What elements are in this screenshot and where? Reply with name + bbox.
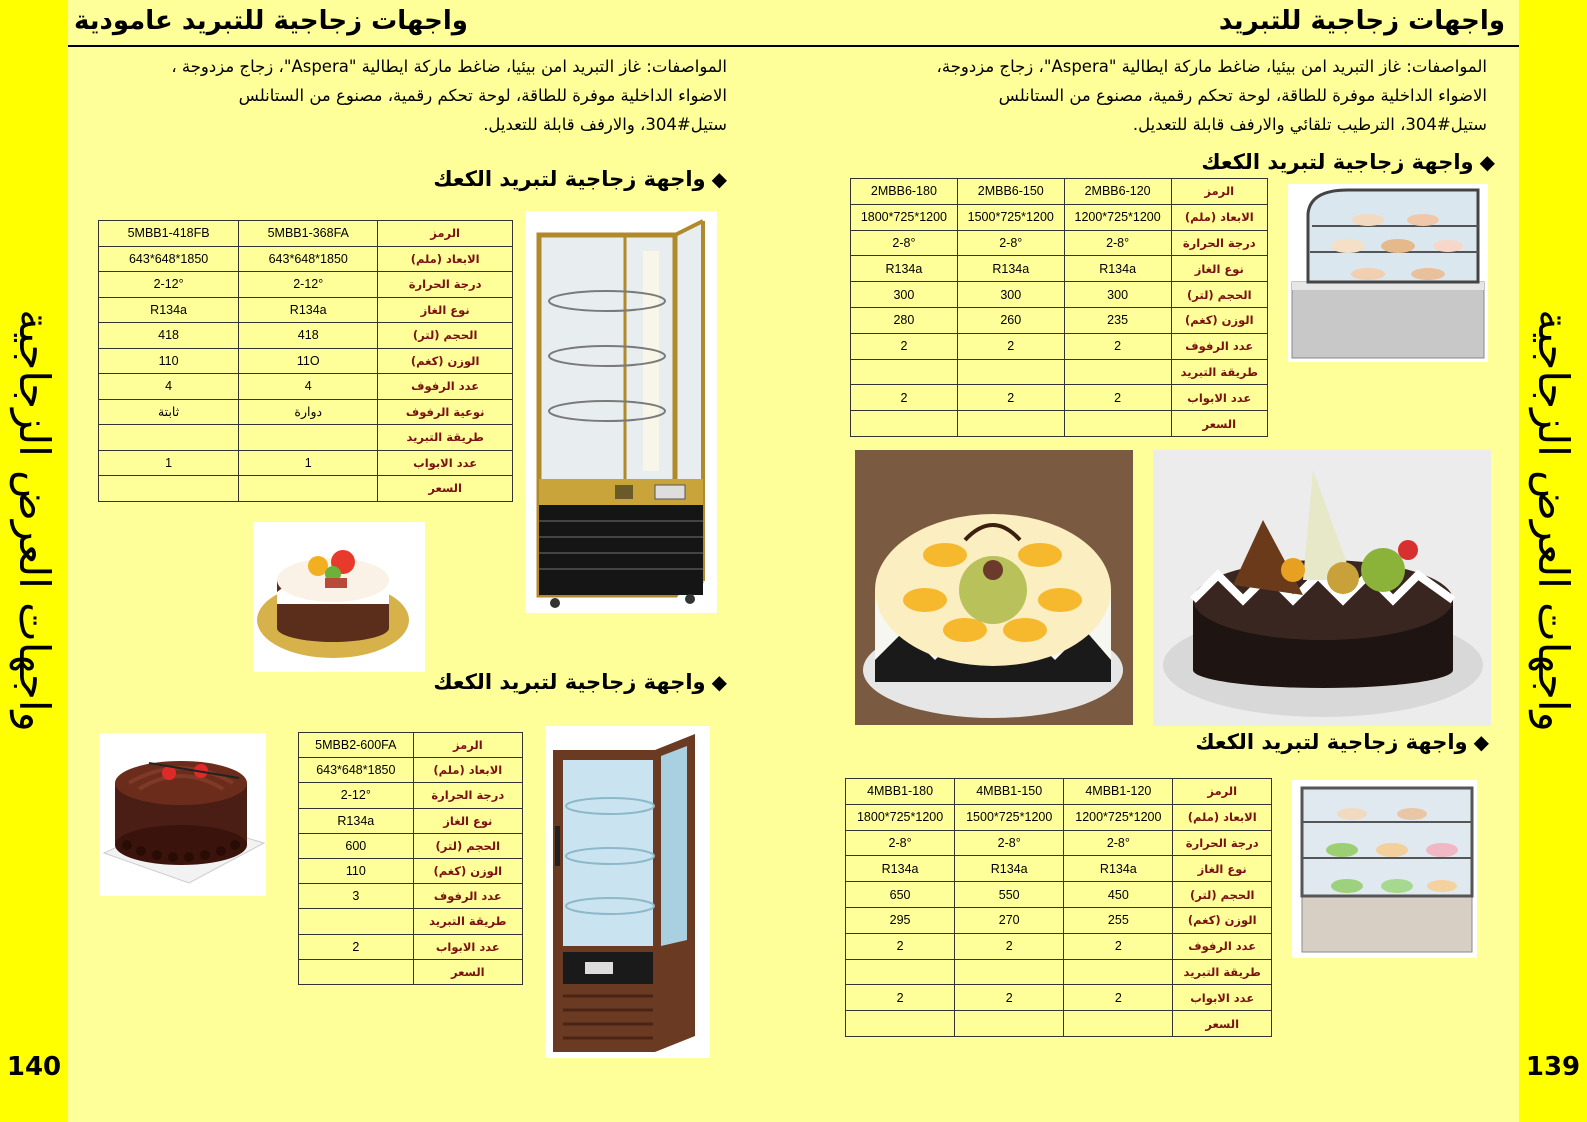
table-cell: R134a	[955, 856, 1064, 882]
table-cell	[299, 909, 414, 934]
row-label: الحجم (لتر)	[1171, 282, 1267, 308]
section-title-right-bottom: ◆واجهة زجاجية لتبريد الكعك	[1195, 730, 1489, 754]
row-label: عدد الرفوف	[1173, 933, 1272, 959]
table-cell: 418	[99, 323, 239, 349]
table-cell: 255	[1064, 907, 1173, 933]
table-cell: R134a	[1064, 256, 1171, 282]
row-label: السعر	[1171, 411, 1267, 437]
table-cell: 2MBB6-120	[1064, 179, 1171, 205]
specs-line: ستيل#304، والارفف قابلة للتعديل.	[483, 115, 727, 134]
table-row	[851, 230, 1268, 256]
table-row	[846, 907, 1272, 933]
table-cell	[1064, 959, 1173, 985]
table-row	[851, 256, 1268, 282]
table-row	[299, 808, 523, 833]
table-cell: 450	[1064, 882, 1173, 908]
table-cell: 2	[1064, 333, 1171, 359]
row-label: السعر	[413, 959, 522, 984]
straight-cake-display-image	[1292, 780, 1477, 958]
table-cell: 2-8°	[955, 830, 1064, 856]
chocolate-fruit-cake-image	[1153, 450, 1491, 726]
row-label: السعر	[1173, 1011, 1272, 1037]
vertical-wood-display-image	[545, 726, 710, 1058]
right-side-title: واجهات العرض الزجاجية	[1528, 308, 1578, 732]
row-label: الحجم (لتر)	[1173, 882, 1272, 908]
row-label: عدد الرفوف	[378, 374, 513, 400]
table-cell: 5MBB2-600FA	[299, 733, 414, 758]
table-row	[846, 959, 1272, 985]
table-cell: 3	[299, 884, 414, 909]
table-cell: 2	[846, 985, 955, 1011]
diamond-bullet-icon: ◆	[1479, 150, 1495, 174]
row-label: السعر	[378, 476, 513, 502]
table-row	[99, 450, 513, 476]
row-label: درجة الحرارة	[1173, 830, 1272, 856]
row-label: طريقة التبريد	[413, 909, 522, 934]
table-row	[99, 348, 513, 374]
table-row	[846, 804, 1272, 830]
specs-line: المواصفات: غاز التبريد امن بيئيا، ضاغط ماركة ايطالية "Aspera"، زجاج مزدوجة،	[936, 57, 1487, 76]
row-label: الرمز	[413, 733, 522, 758]
table-row	[99, 272, 513, 298]
table-cell: 2-8°	[1064, 830, 1173, 856]
spec-table-5mbb1	[98, 220, 513, 502]
table-cell: 2	[851, 333, 958, 359]
left-side-title: واجهات العرض الزجاجية	[9, 308, 59, 732]
table-cell: 110	[99, 348, 239, 374]
table-row	[851, 411, 1268, 437]
specs-left	[57, 52, 727, 139]
table-row	[99, 399, 513, 425]
table-cell	[239, 476, 378, 502]
table-cell: 4MBB1-180	[846, 779, 955, 805]
row-label: درجة الحرارة	[378, 272, 513, 298]
table-row	[99, 425, 513, 451]
table-cell: 295	[846, 907, 955, 933]
specs-line: ستيل#304، الترطيب تلقائي والارفف قابلة للتعديل.	[1132, 115, 1487, 134]
row-label: طريقة التبريد	[1173, 959, 1272, 985]
diamond-bullet-icon: ◆	[711, 670, 727, 694]
row-label: عدد الرفوف	[413, 884, 522, 909]
table-cell	[239, 425, 378, 451]
table-cell: 280	[851, 307, 958, 333]
row-label: نوع الغاز	[413, 808, 522, 833]
table-row	[299, 783, 523, 808]
curved-cake-display-image	[1288, 184, 1488, 362]
table-cell: 2	[1064, 385, 1171, 411]
table-row	[299, 858, 523, 883]
table-cell: 4	[239, 374, 378, 400]
specs-line: الاضواء الداخلية موفرة للطاقة، لوحة تحكم رقمية، مصنوع من الستانلس	[998, 86, 1487, 105]
table-row	[299, 833, 523, 858]
spec-table-2mbb6	[850, 178, 1268, 437]
row-label: عدد الابواب	[1171, 385, 1267, 411]
table-row	[851, 282, 1268, 308]
section-title-left-top: ◆واجهة زجاجية لتبريد الكعك	[433, 167, 727, 191]
table-cell: 550	[955, 882, 1064, 908]
table-cell: 2	[955, 985, 1064, 1011]
table-cell: 300	[1064, 282, 1171, 308]
table-cell: 2	[1064, 933, 1173, 959]
right-side-bar	[1519, 0, 1587, 1122]
table-cell: 5MBB1-418FB	[99, 221, 239, 247]
table-row	[299, 884, 523, 909]
table-row	[846, 933, 1272, 959]
table-cell: 4MBB1-150	[955, 779, 1064, 805]
table-cell: 2	[851, 385, 958, 411]
table-row	[299, 959, 523, 984]
page-number-right: 139	[1525, 1052, 1581, 1082]
spec-table-5mbb2	[298, 732, 523, 985]
row-label: الوزن (كغم)	[1171, 307, 1267, 333]
row-label: نوعية الرفوف	[378, 399, 513, 425]
row-label: عدد الرفوف	[1171, 333, 1267, 359]
specs-line: الاضواء الداخلية موفرة للطاقة، لوحة تحكم رقمية، مصنوع من الستانلس	[238, 86, 727, 105]
table-cell: 2	[1064, 985, 1173, 1011]
table-cell: R134a	[299, 808, 414, 833]
row-label: الوزن (كغم)	[1173, 907, 1272, 933]
table-cell: 4	[99, 374, 239, 400]
table-cell: 2MBB6-150	[957, 179, 1064, 205]
table-cell	[957, 359, 1064, 385]
page-title-right: واجهات زجاجية للتبريد	[1218, 6, 1505, 36]
row-label: الابعاد (ملم)	[1171, 204, 1267, 230]
table-cell: R134a	[239, 297, 378, 323]
table-cell	[955, 959, 1064, 985]
row-label: عدد الابواب	[1173, 985, 1272, 1011]
table-cell: 643*648*1850	[99, 246, 239, 272]
page-number-left: 140	[6, 1052, 62, 1082]
table-cell: 2-8°	[846, 830, 955, 856]
table-cell: R134a	[957, 256, 1064, 282]
table-cell: 2	[299, 934, 414, 959]
table-row	[99, 221, 513, 247]
table-cell: 2	[957, 333, 1064, 359]
table-cell: R134a	[851, 256, 958, 282]
table-cell: 2	[846, 933, 955, 959]
row-label: طريقة التبريد	[378, 425, 513, 451]
table-row	[851, 204, 1268, 230]
table-row	[846, 882, 1272, 908]
table-row	[99, 374, 513, 400]
table-row	[299, 733, 523, 758]
table-row	[846, 779, 1272, 805]
row-label: نوع الغاز	[1173, 856, 1272, 882]
table-cell: 2-12°	[299, 783, 414, 808]
table-cell: 1200*725*1200	[1064, 204, 1171, 230]
table-row	[846, 830, 1272, 856]
table-row	[99, 246, 513, 272]
table-cell: دوارة	[239, 399, 378, 425]
table-cell: 300	[851, 282, 958, 308]
table-row	[846, 985, 1272, 1011]
table-cell: 1800*725*1200	[851, 204, 958, 230]
table-row	[299, 934, 523, 959]
fruit-cake-image	[855, 450, 1133, 725]
row-label: الابعاد (ملم)	[378, 246, 513, 272]
table-cell: 643*648*1850	[239, 246, 378, 272]
table-cell: 2	[957, 385, 1064, 411]
table-cell	[957, 411, 1064, 437]
table-cell: 1500*725*1200	[957, 204, 1064, 230]
table-cell: 418	[239, 323, 378, 349]
specs-line: المواصفات: غاز التبريد امن بيئيا، ضاغط ماركة ايطالية "Aspera"، زجاج مزدوجة ،	[171, 57, 727, 76]
table-cell	[1064, 359, 1171, 385]
table-row	[851, 179, 1268, 205]
cream-fruit-cake-image	[253, 522, 425, 672]
row-label: عدد الابواب	[413, 934, 522, 959]
row-label: عدد الابواب	[378, 450, 513, 476]
table-row	[851, 333, 1268, 359]
table-cell: 2	[955, 933, 1064, 959]
table-cell: 2-8°	[851, 230, 958, 256]
table-cell: 600	[299, 833, 414, 858]
section-title-left-bottom: ◆واجهة زجاجية لتبريد الكعك	[433, 670, 727, 694]
table-cell	[299, 959, 414, 984]
vertical-gold-display-image	[525, 211, 717, 613]
table-cell: R134a	[1064, 856, 1173, 882]
table-cell: 5MBB1-368FA	[239, 221, 378, 247]
table-row	[299, 909, 523, 934]
section-title-right-top: ◆واجهة زجاجية لتبريد الكعك	[1201, 150, 1495, 174]
chocolate-cake-image	[99, 733, 266, 896]
row-label: الحجم (لتر)	[413, 833, 522, 858]
table-cell: 1500*725*1200	[955, 804, 1064, 830]
diamond-bullet-icon: ◆	[1473, 730, 1489, 754]
table-cell: 2-8°	[957, 230, 1064, 256]
row-label: الرمز	[1171, 179, 1267, 205]
table-cell: 650	[846, 882, 955, 908]
row-label: الابعاد (ملم)	[1173, 804, 1272, 830]
row-label: درجة الحرارة	[1171, 230, 1267, 256]
table-cell	[99, 425, 239, 451]
table-row	[851, 359, 1268, 385]
table-cell: 235	[1064, 307, 1171, 333]
table-cell: 1	[239, 450, 378, 476]
row-label: درجة الحرارة	[413, 783, 522, 808]
table-cell: R134a	[846, 856, 955, 882]
table-row	[99, 297, 513, 323]
table-cell: 260	[957, 307, 1064, 333]
header-divider	[68, 45, 1519, 47]
table-row	[99, 323, 513, 349]
table-cell: 2-12°	[239, 272, 378, 298]
table-cell	[846, 1011, 955, 1037]
table-cell: 2MBB6-180	[851, 179, 958, 205]
row-label: الوزن (كغم)	[378, 348, 513, 374]
table-row	[299, 758, 523, 783]
left-side-bar	[0, 0, 68, 1122]
row-label: الابعاد (ملم)	[413, 758, 522, 783]
table-cell: 11O	[239, 348, 378, 374]
row-label: الرمز	[1173, 779, 1272, 805]
table-row	[99, 476, 513, 502]
table-cell	[846, 959, 955, 985]
table-cell: 4MBB1-120	[1064, 779, 1173, 805]
table-cell: 2-8°	[1064, 230, 1171, 256]
table-cell: R134a	[99, 297, 239, 323]
row-label: الوزن (كغم)	[413, 858, 522, 883]
table-cell: 110	[299, 858, 414, 883]
row-label: الرمز	[378, 221, 513, 247]
row-label: الحجم (لتر)	[378, 323, 513, 349]
table-cell	[1064, 1011, 1173, 1037]
table-cell: 1200*725*1200	[1064, 804, 1173, 830]
table-row	[846, 1011, 1272, 1037]
table-cell	[955, 1011, 1064, 1037]
table-row	[851, 307, 1268, 333]
diamond-bullet-icon: ◆	[711, 167, 727, 191]
table-cell	[99, 476, 239, 502]
row-label: نوع الغاز	[378, 297, 513, 323]
table-row	[851, 385, 1268, 411]
row-label: نوع الغاز	[1171, 256, 1267, 282]
table-cell: 270	[955, 907, 1064, 933]
specs-right	[847, 52, 1487, 139]
page-title-left: واجهات زجاجية للتبريد عامودية	[74, 6, 468, 36]
table-cell	[851, 359, 958, 385]
row-label: طريقة التبريد	[1171, 359, 1267, 385]
table-cell	[851, 411, 958, 437]
table-cell	[1064, 411, 1171, 437]
table-row	[846, 856, 1272, 882]
spec-table-4mbb1	[845, 778, 1272, 1037]
table-cell: 1800*725*1200	[846, 804, 955, 830]
table-cell: 643*648*1850	[299, 758, 414, 783]
table-cell: 1	[99, 450, 239, 476]
table-cell: 300	[957, 282, 1064, 308]
table-cell: 2-12°	[99, 272, 239, 298]
table-cell: ثابتة	[99, 399, 239, 425]
